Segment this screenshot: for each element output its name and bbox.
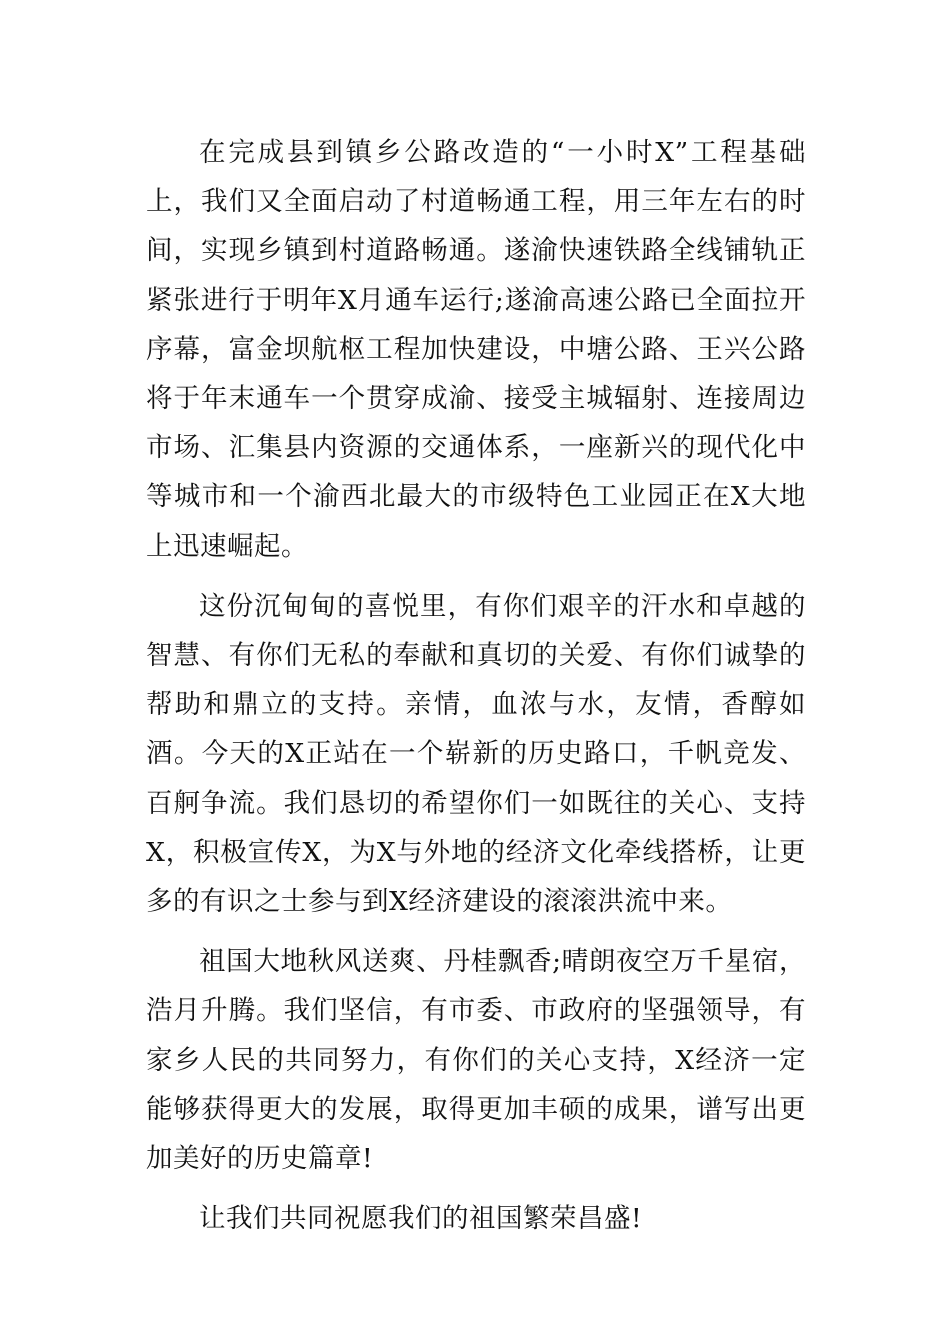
paragraph-4: 让我们共同祝愿我们的祖国繁荣昌盛! [199, 1203, 643, 1235]
paragraph-2: 这份沉甸甸的喜悦里，有你们艰辛的汗水和卓越的智慧、有你们无私的奉献和真切的关爱、有你们诚挚的帮助和鼎立的支持。亲情，血浓与水，友情，香醇如酒。今天的X正站在一个崭新的历史路口，千帆竞发、百舸争流。我们恳切的希望你们一如既往的关心、支持X，积极宣传X，为X与外地的经济文化牵线搭桥，让更多的有识之士参与到X经济建设的滚滚洪流中来。 [146, 590, 806, 918]
paragraph-1: 在完成县到镇乡公路改造的“一小时X”工程基础上，我们又全面启动了村道畅通工程，用三年左右的时间，实现乡镇到村道路畅通。遂渝快速铁路全线铺轨正紧张进行于明年X月通车运行;遂渝高速公路已全面拉开序幕，富金坝航枢工程加快建设，中塘公路、王兴公路将于年末通车一个贯穿成渝、接受主城辐射、连接周边市场、汇集县内资源的交通体系，一座新兴的现代化中等城市和一个渝西北最大的市级特色工业园正在X大地上迅速崛起。 [146, 137, 806, 562]
document-body [146, 128, 806, 1254]
paragraph-3: 祖国大地秋风送爽、丹桂飘香;晴朗夜空万千星宿，浩月升腾。我们坚信，有市委、市政府的坚强领导，有家乡人民的共同努力，有你们的关心支持，X经济一定能够获得更大的发展，取得更加丰硕的成果，谱写出更加美好的历史篇章! [146, 946, 806, 1175]
